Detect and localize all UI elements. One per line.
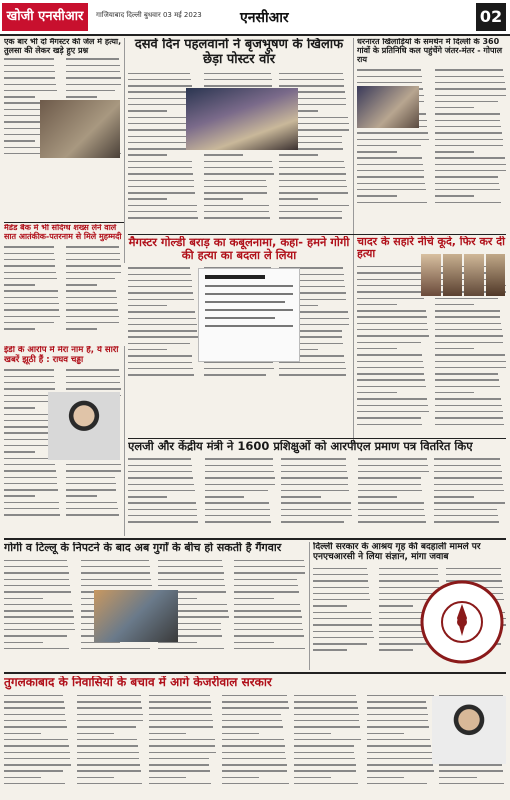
photo-social-post xyxy=(198,268,300,362)
text-line xyxy=(279,372,350,378)
text-line xyxy=(435,199,508,205)
text-column xyxy=(222,692,290,786)
masthead-date: गाजियाबाद दिल्ली बुधवार 03 मई 2023 xyxy=(96,11,202,19)
story-headline: ईडी के आरोप में मेरा नाम है, ये सारी खबरें झूठी हैं : राघव चड्ढा xyxy=(4,346,119,365)
text-column xyxy=(66,244,123,332)
text-line xyxy=(357,199,430,205)
text-line xyxy=(4,645,76,651)
text-column xyxy=(294,692,362,786)
story-headline: चादर के सहारे नीचे कूदे, फिर कर दी हत्या xyxy=(357,236,505,261)
story-headline: मैगस्टर गोल्डी बराड़ का कबूलनामा, कहा- हमने गोगी की हत्या का बदला ले लिया xyxy=(128,236,350,262)
section-rule xyxy=(4,672,506,674)
masthead-section: एनसीआर xyxy=(240,10,289,26)
story-headline: धरनारत खिलाड़ियों के समर्थन में दिल्ली के 360 गांवों के प्रतिनिधि कल पहुंचेंगे जंतर-मंतर - गोपाल राय xyxy=(357,38,503,64)
photo-protest-posters xyxy=(186,88,298,150)
text-column xyxy=(4,244,61,332)
story-villages-jantar-mantar xyxy=(357,38,507,238)
text-line xyxy=(222,781,290,787)
text-line xyxy=(4,512,61,518)
photo-gang-members xyxy=(94,590,178,642)
story-body xyxy=(4,244,122,332)
column-divider xyxy=(124,346,125,536)
text-column xyxy=(435,67,508,206)
story-headline: एलजी और केंद्रीय मंत्री ने 1600 प्रशिक्षुओं को आरपीएल प्रमाण पत्र वितरित किए xyxy=(128,440,473,453)
text-line xyxy=(205,519,277,525)
story-gangwar xyxy=(4,542,306,670)
story-bedsheet-escape xyxy=(357,236,507,446)
text-column xyxy=(281,456,353,525)
page-number: 02 xyxy=(476,3,506,31)
text-line xyxy=(294,781,362,787)
text-column xyxy=(367,692,435,786)
story-body xyxy=(128,456,506,525)
text-line xyxy=(435,421,508,427)
text-column xyxy=(4,692,72,786)
section-rule xyxy=(128,234,506,235)
text-line xyxy=(234,645,306,651)
story-raghav-chadha xyxy=(4,346,122,532)
text-line xyxy=(128,372,199,378)
text-line xyxy=(281,519,353,525)
section-rule xyxy=(4,538,506,540)
photo-accused-row xyxy=(421,254,505,296)
photo-funeral xyxy=(40,100,120,158)
text-line xyxy=(434,519,506,525)
text-line xyxy=(367,781,435,787)
masthead-logo: खोजी एनसीआर xyxy=(2,3,88,31)
text-line xyxy=(357,421,430,427)
story-tughlakabad xyxy=(4,676,507,798)
text-line xyxy=(4,781,72,787)
text-line xyxy=(149,781,217,787)
story-headline: तुगलकाबाद के निवासियों के बचाव में आगे केजरीवाल सरकार xyxy=(4,676,272,689)
photo-gopal-rai xyxy=(357,86,419,128)
text-line xyxy=(66,512,123,518)
text-line xyxy=(204,215,275,221)
text-line xyxy=(439,781,507,787)
story-headline: एक बार भी दो मैंगस्टर की जेल में हत्या, तुलसा की लेकर खड़े हुए प्रश्न xyxy=(4,38,122,55)
text-column xyxy=(357,264,430,428)
column-divider xyxy=(309,542,310,670)
text-column xyxy=(358,456,430,525)
text-line xyxy=(81,645,153,651)
story-headline: दसवें दिन पहलवानों ने बृजभूषण के खिलाफ छेड़ा पोस्टर वॉर xyxy=(134,38,344,67)
text-column xyxy=(128,456,200,525)
section-rule xyxy=(4,222,124,223)
story-lg-certificates xyxy=(128,440,506,536)
story-headline: गोगी व टिल्लू के निपटने के बाद अब गुर्गों के बीच हो सकती है गैंगवार xyxy=(4,542,282,554)
text-line xyxy=(77,781,145,787)
column-divider xyxy=(353,38,354,263)
column-divider xyxy=(353,236,354,446)
text-line xyxy=(128,519,200,525)
story-wrestlers-posters xyxy=(128,38,350,232)
text-column xyxy=(77,692,145,786)
story-nhrc-shelter xyxy=(313,542,507,670)
text-line xyxy=(358,519,430,525)
text-column xyxy=(205,456,277,525)
text-column xyxy=(4,557,76,651)
column-divider xyxy=(124,38,125,263)
text-line xyxy=(204,372,275,378)
photo-kejriwal xyxy=(432,696,506,764)
text-line xyxy=(66,326,123,332)
story-jail-murder xyxy=(4,38,122,220)
text-column xyxy=(234,557,306,651)
text-column xyxy=(128,265,199,378)
story-goldy-brar xyxy=(128,236,350,436)
text-line xyxy=(128,215,199,221)
text-line xyxy=(313,647,374,653)
section-rule xyxy=(128,438,506,439)
text-line xyxy=(158,645,230,651)
story-headline: मैडेड बैंक में भी संदिग्ध शख्स लेने वाले सात आतंकीक-पतरनाम से मिले मुहम्मदी xyxy=(4,224,122,241)
text-column xyxy=(434,456,506,525)
text-line xyxy=(279,215,350,221)
story-bank-terror xyxy=(4,224,122,344)
text-column xyxy=(149,692,217,786)
text-column xyxy=(313,565,374,653)
nhrc-logo xyxy=(419,578,505,666)
story-headline: दिल्ली सरकार के आश्रय गृह की बदहाली मामले पर एनएचआरसी ने लिया संज्ञान, मांगा जवाब xyxy=(313,542,481,563)
masthead xyxy=(0,0,510,36)
photo-raghav-chadha xyxy=(48,392,120,460)
text-line xyxy=(4,326,61,332)
